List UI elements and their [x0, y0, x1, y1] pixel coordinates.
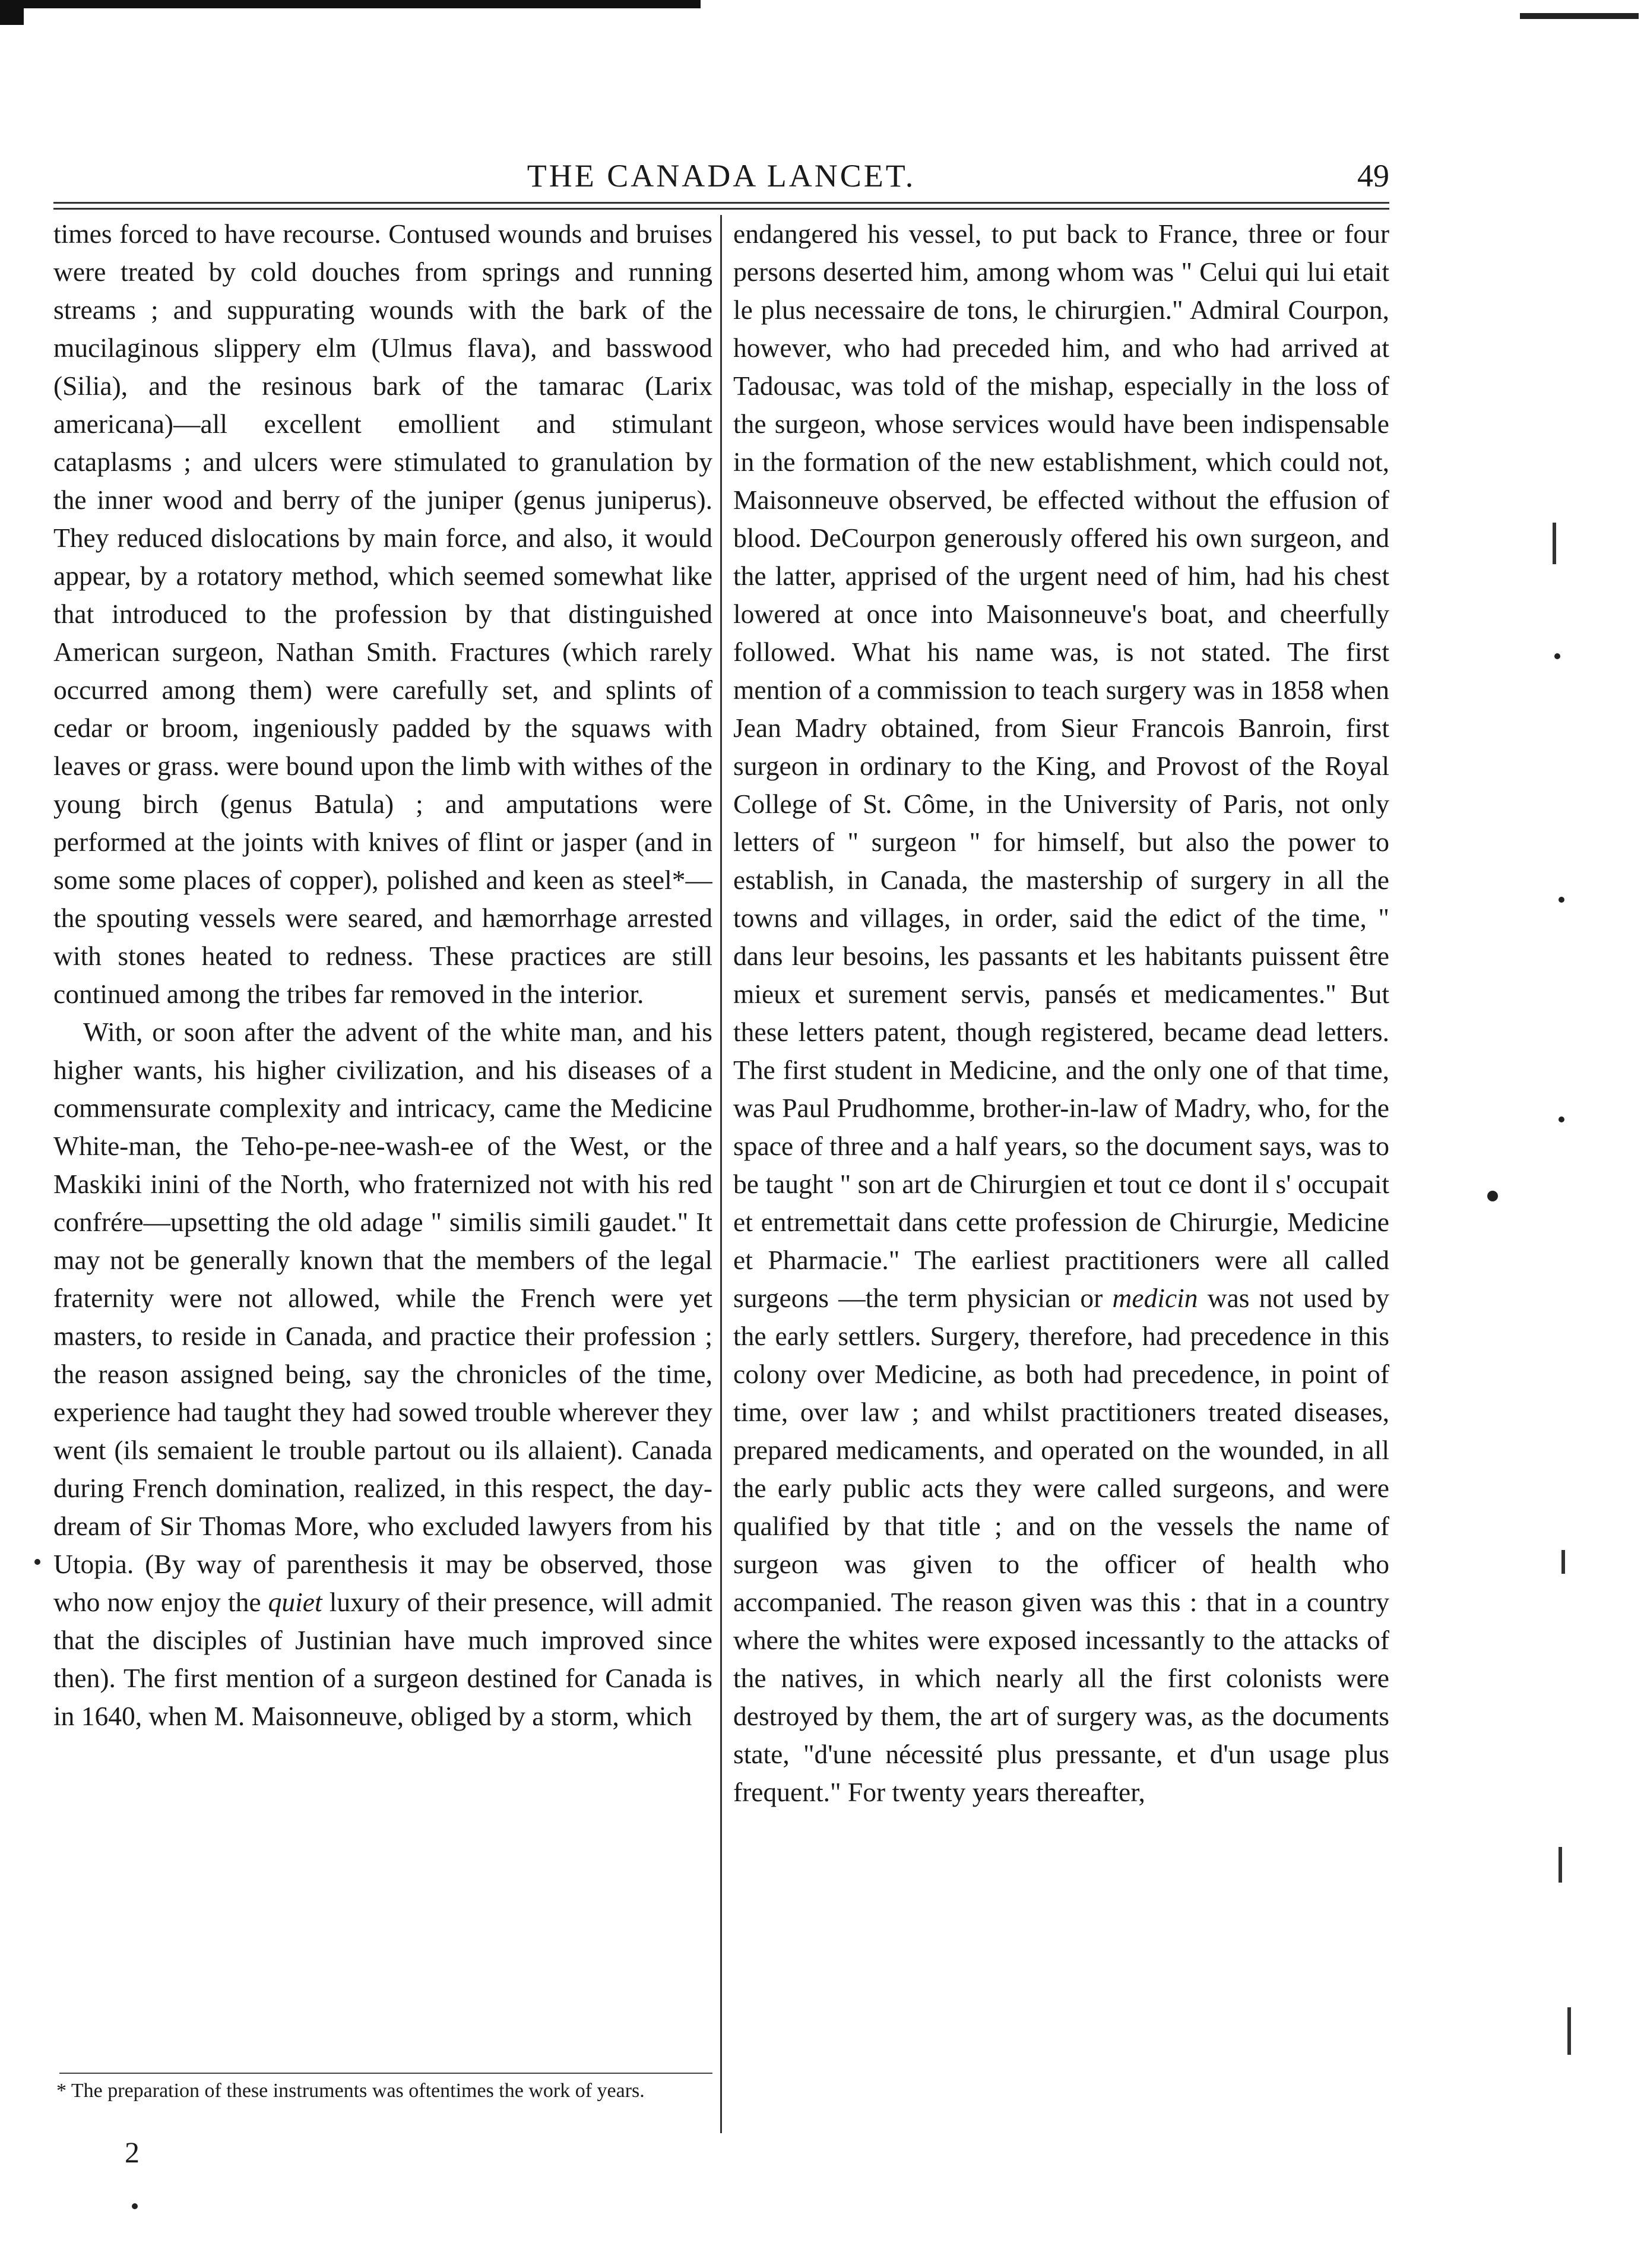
column-divider: [720, 215, 722, 2133]
left-paragraph-2-part-b: luxury of their presence, will admit that the disciples of Justinian have much improved since then). The first mention of a surgeon destined for Canada is in 1640, when M. Maisonneuve, obliged by a storm, which: [53, 1587, 712, 1731]
right-text-part-a: endangered his vessel, to put back to France, three or four persons deserted him, among whom was " Celui qui lui etait le plus necessaire de tons, le chirurgien." Admiral Courpon, however, who had preceded him, and who had arrived at Tadousac, was told of the mishap, especially in the loss of the surgeon, whose services would have been indispensable in the formation of the new establishment, which could not, Maisonneuve observed, be effected without the effusion of blood. DeCourpon generously offered his own surgeon, and the latter, apprised of the urgent need of him, had his chest lowered at once into Maisonneuve's boat, and cheerfully followed. What his name was, is not stated. The first mention of a commission to teach surgery was in 1858 when Jean Madry obtained, from Sieur Francois Banroin, first surgeon in ordinary to the King, and Provost of the Royal College of St. Côme, in the University of Paris, not only letters of " surgeon " for himself, but also the power to establish, in Canada, the mastership of surgery in all the towns and villages, in order, said the edict of the time, " dans leur besoins, les passants et les habitants puissent être mieux et surement servis, pansés et medicamentes." But these letters patent, though registered, became dead letters. The first student in Medicine, and the only one of that time, was Paul Prudhomme, brother-in-law of Madry, who, for the space of three and a half years, so the document says, was to be taught " son art de Chirurgien et tout ce dont il s' occupait et entremettait dans cette profession de Chirurgie, Medicine et Pharmacie." The earliest practitioners were all called surgeons —the term physician or: [733, 219, 1389, 1313]
margin-speck: [1559, 897, 1564, 903]
scan-corner-mark: [1520, 13, 1639, 19]
margin-speck: [1559, 1847, 1562, 1883]
left-paragraph-2-part-a: With, or soon after the advent of the white man, and his higher wants, his higher civilization, and his diseases of a commensurate complexity and intricacy, came the Medicine White-man, the Teho-pe-nee-wash-ee of the West, or the Maskiki inini of the North, who fraternized not with his red confrére—upsetting the old adage " similis simili gaudet." It may not be generally known that the members of the legal fraternity were not allowed, while the French were yet masters, to reside in Canada, and practice their profession ; the reason assigned being, say the chronicles of the time, experience had taught they had sowed trouble wherever they went (ils semaient le trouble partout ou ils allaient). Canada during French domination, realized, in this respect, the day-dream of Sir Thomas More, who excluded lawyers from his Utopia. (By way of parenthesis it may be observed, those who now enjoy the: [53, 1017, 712, 1617]
left-paragraph-2: [53, 1013, 712, 1735]
margin-speck: [132, 2203, 138, 2209]
left-column: [53, 215, 712, 2145]
header-rule-bottom: [53, 208, 1389, 210]
italic-word-medicin: medicin: [1112, 1283, 1198, 1313]
margin-speck: [34, 1559, 40, 1565]
margin-speck: [1567, 2007, 1571, 2055]
header-rule-top: [53, 202, 1389, 204]
signature-mark: 2: [125, 2136, 140, 2169]
scan-edge-bar: [0, 0, 701, 8]
left-paragraph-1: times forced to have recourse. Contused wounds and bruises were treated by cold douches from springs and running streams ; and suppurating wounds with the bark of the mucilaginous slippery elm (Ulmus flava), and basswood (Silia), and the resinous bark of the tamarac (Larix americana)—all excellent emollient and stimulant cataplasms ; and ulcers were stimulated to granulation by the inner wood and berry of the juniper (genus juniperus). They reduced dislocations by main force, and also, it would appear, by a rotatory method, which seemed somewhat like that introduced to the profession by that distinguished American surgeon, Nathan Smith. Fractures (which rarely occurred among them) were carefully set, and splints of cedar or broom, ingeniously padded by the squaws with leaves or grass. were bound upon the limb with withes of the young birch (genus Batula) ; and amputations were performed at the joints with knives of flint or jasper (and in some some places of copper), polished and keen as steel*—the spouting vessels were seared, and hæmorrhage arrested with stones heated to redness. These practices are still continued among the tribes far removed in the interior.: [53, 219, 712, 1009]
margin-speck: [1487, 1191, 1498, 1201]
margin-speck: [1554, 653, 1560, 659]
footnote-rule: [59, 2073, 712, 2074]
footnote: * The preparation of these instruments was oftentimes the work of years.: [56, 2080, 645, 2102]
page-number: 49: [1357, 158, 1389, 194]
scan-edge-corner: [0, 8, 24, 25]
journal-title: THE CANADA LANCET.: [527, 158, 916, 194]
margin-speck: [1553, 523, 1556, 564]
margin-speck: [1561, 1550, 1565, 1574]
italic-word-quiet: quiet: [268, 1587, 322, 1617]
right-paragraph: [733, 215, 1389, 1811]
running-header: [53, 157, 1389, 199]
right-text-part-b: was not used by the early settlers. Surgery, therefore, had precedence in this colony over Medicine, as both had precedence, in point of time, over law ; and whilst practitioners treated diseases, prepared medicaments, and operated on the wounded, in all the early public acts they were called surgeons, and were qualified by that title ; and on the vessels the name of surgeon was given to the officer of health who accompanied. The reason given was this : that in a country where the whites were exposed incessantly to the attacks of the natives, in which nearly all the first colonists were destroyed by them, the art of surgery was, as the documents state, "d'une nécessité plus pressante, et d'un usage plus frequent." For twenty years thereafter,: [733, 1283, 1389, 1807]
right-column: [733, 215, 1389, 2145]
margin-speck: [1559, 1116, 1564, 1122]
